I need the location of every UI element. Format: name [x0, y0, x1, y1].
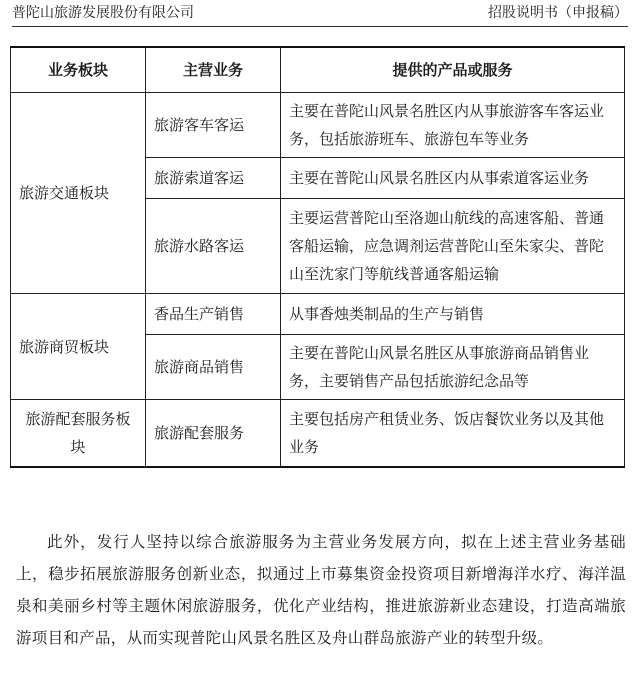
business-cell: 旅游索道客运	[146, 158, 281, 199]
segment-cell: 旅游配套服务板块	[11, 400, 146, 468]
segment-cell: 旅游商贸板块	[11, 294, 146, 400]
business-cell: 旅游配套服务	[146, 400, 281, 468]
column-header-service: 提供的产品或服务	[281, 47, 625, 93]
business-cell: 旅游客车客运	[146, 93, 281, 158]
segment-cell: 旅游交通板块	[11, 93, 146, 294]
business-cell: 旅游商品销售	[146, 335, 281, 400]
table-row	[11, 400, 625, 468]
company-name: 普陀山旅游发展股份有限公司	[12, 5, 194, 21]
document-title: 招股说明书（申报稿）	[488, 5, 628, 21]
table-row	[11, 294, 625, 335]
service-cell: 从事香烛类制品的生产与销售	[281, 294, 625, 335]
table-row	[11, 93, 625, 158]
column-header-segment: 业务板块	[11, 47, 146, 93]
column-header-business: 主营业务	[146, 47, 281, 93]
service-cell: 主要在普陀山风景名胜区内从事旅游客车客运业务，包括旅游班车、旅游包车等业务	[281, 93, 625, 158]
business-cell: 香品生产销售	[146, 294, 281, 335]
business-cell: 旅游水路客运	[146, 199, 281, 294]
service-cell: 主要包括房产租赁业务、饭店餐饮业务以及其他业务	[281, 400, 625, 468]
business-segments-table	[10, 46, 625, 468]
service-cell: 主要在普陀山风景名胜区内从事索道客运业务	[281, 158, 625, 199]
table-header-row	[11, 47, 625, 93]
service-cell: 主要在普陀山风景名胜区从事旅游商品销售业务，主要销售产品包括旅游纪念品等	[281, 335, 625, 400]
body-paragraph: 此外，发行人坚持以综合旅游服务为主营业务发展方向，拟在上述主营业务基础上，稳步拓展旅游服务创新业态，拟通过上市募集资金投资项目新增海洋水疗、海洋温泉和美丽乡村等主题休闲旅游服务，优化产业结构，推进旅游新业态建设，打造高端旅游项目和产品，从而实现普陀山风景名胜区及舟山群岛旅游产业的转型升级。	[16, 533, 626, 647]
page-header	[12, 4, 628, 27]
service-cell: 主要运营普陀山至洛迦山航线的高速客船、普通客船运输，应急调剂运营普陀山至朱家尖、普陀山至沈家门等航线普通客船运输	[281, 199, 625, 294]
